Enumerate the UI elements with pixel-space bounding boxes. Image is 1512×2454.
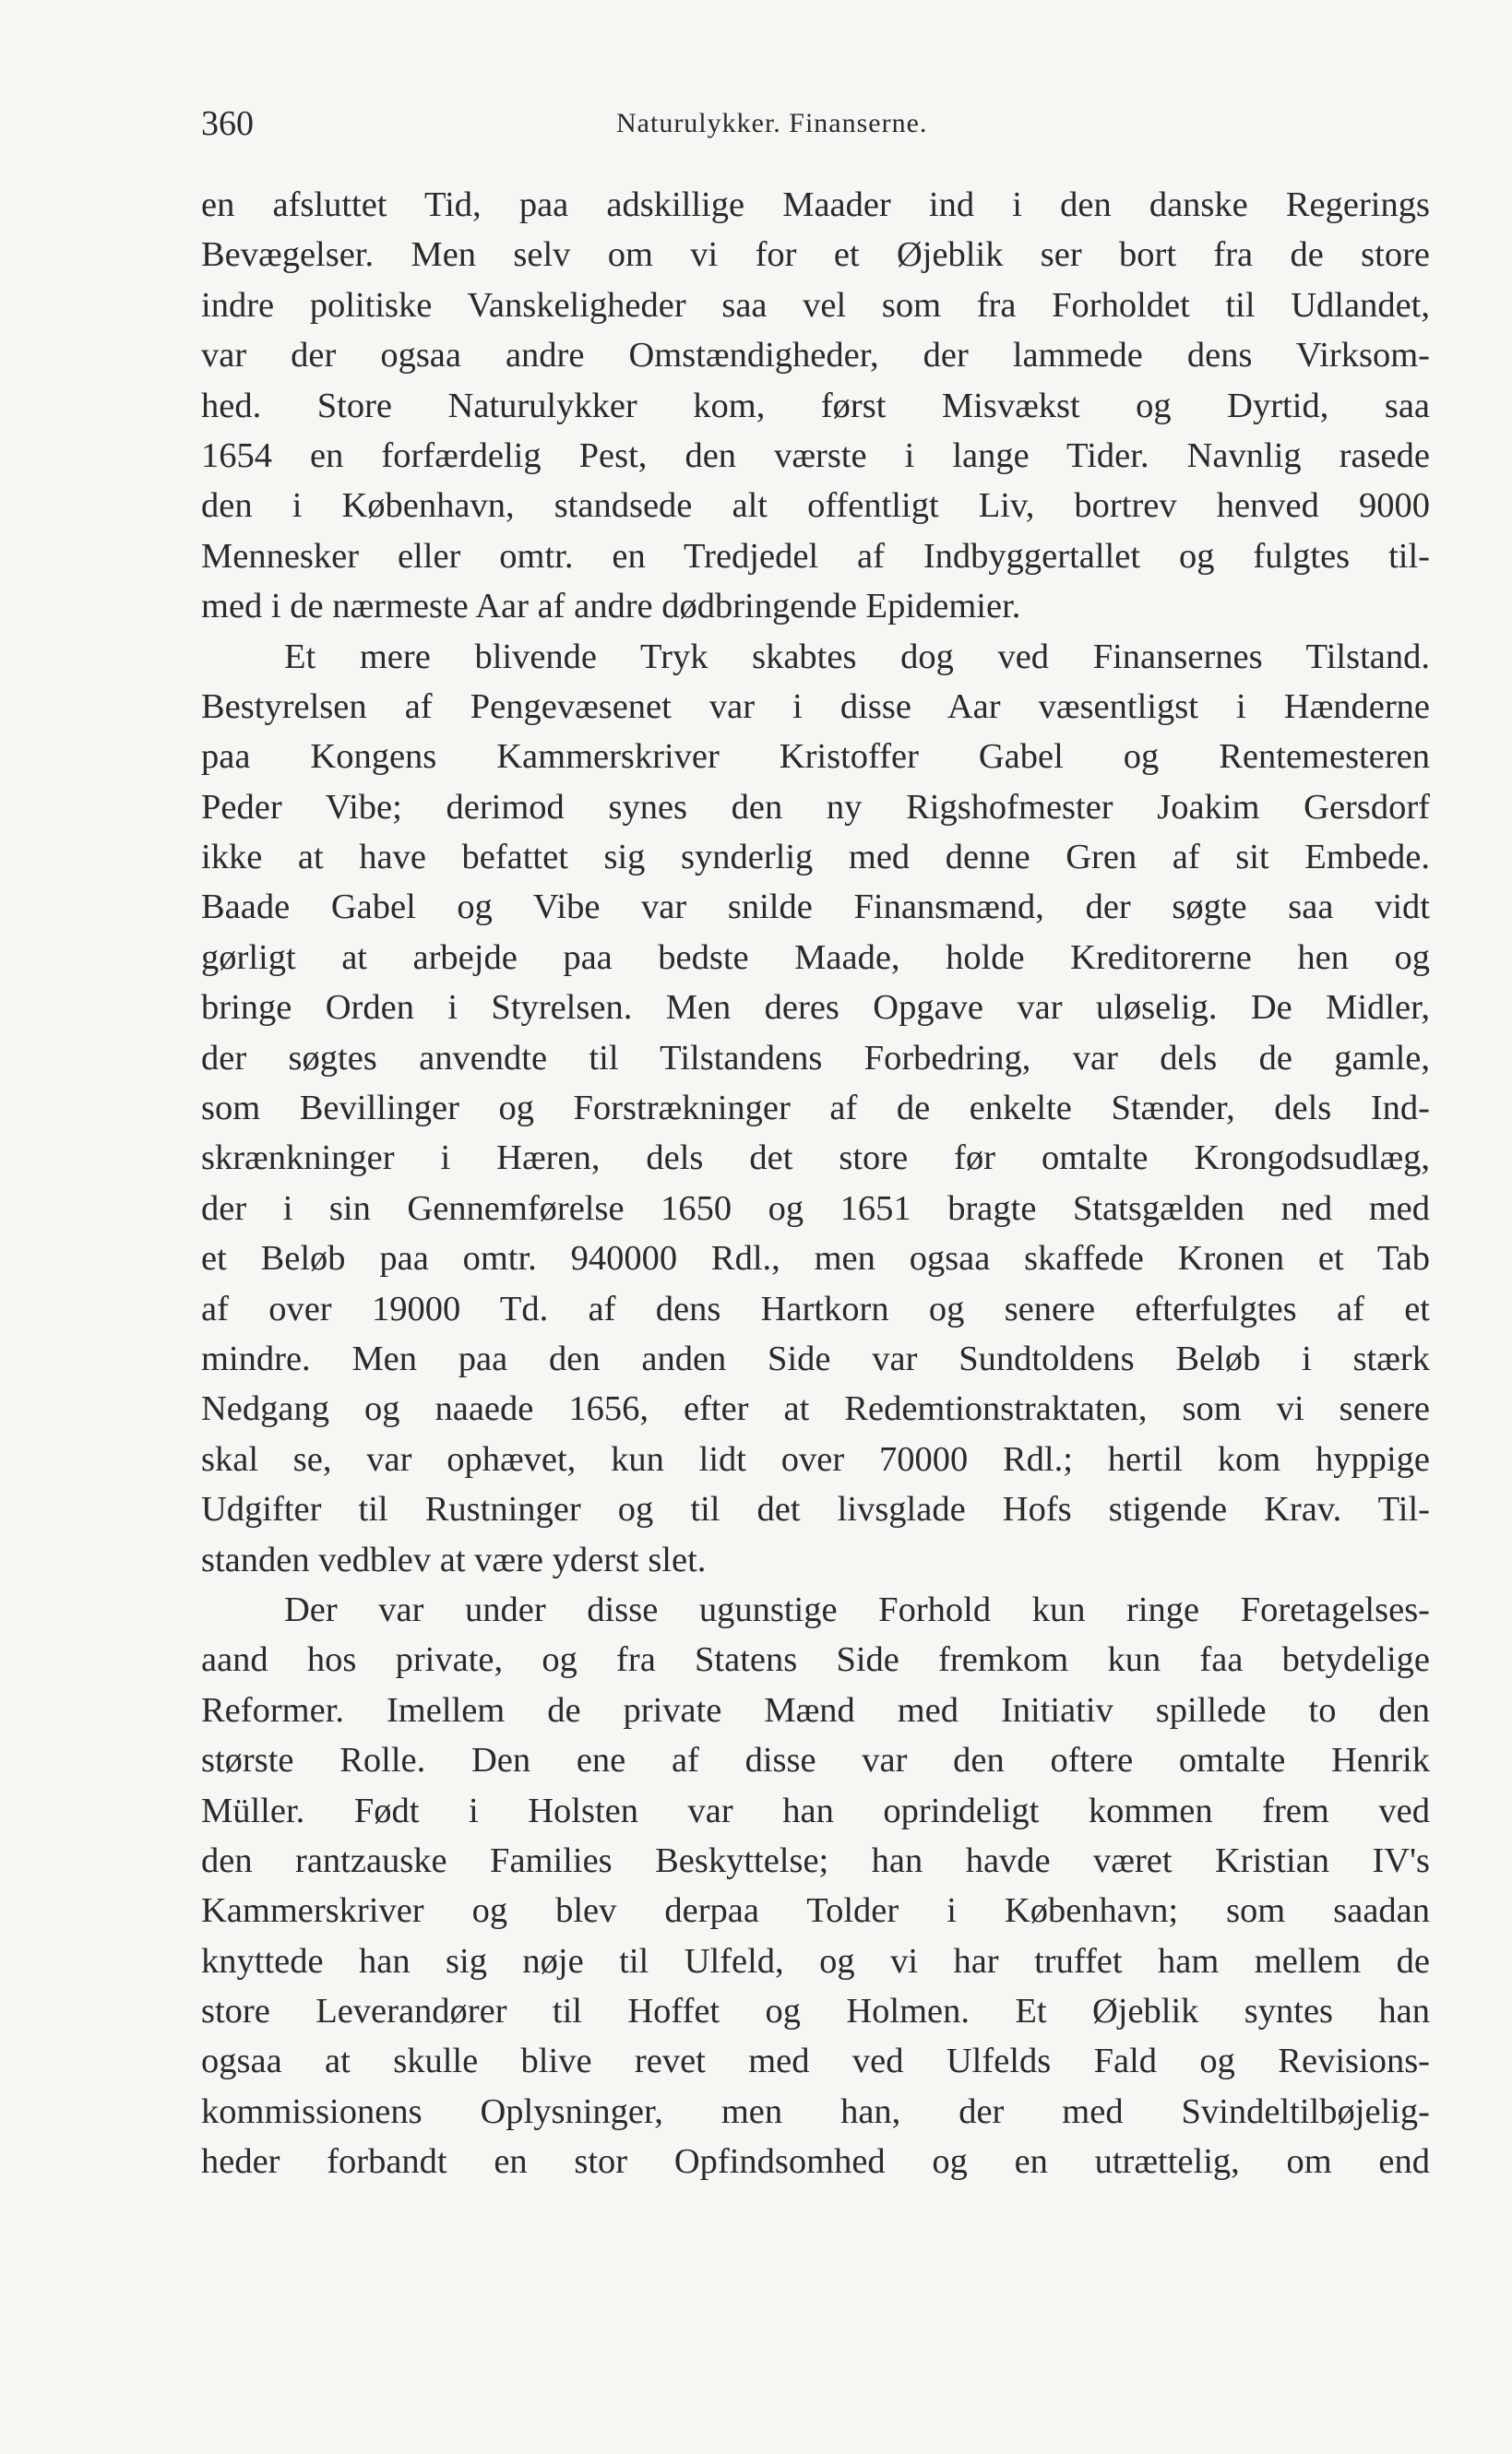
text-line: Bestyrelsen af Pengevæsenet var i disse Aar væsentligst i Hænderne <box>201 686 1430 726</box>
body-text <box>201 180 1430 2187</box>
text-line: af over 19000 Td. af dens Hartkorn og senere efterfulgtes af et <box>201 1289 1430 1328</box>
text-line: største Rolle. Den ene af disse var den oftere omtalte Henrik <box>201 1741 1430 1781</box>
running-head <box>201 96 1437 151</box>
text-line: mindre. Men paa den anden Side var Sundtoldens Beløb i stærk <box>201 1339 1430 1378</box>
text-line: Et mere blivende Tryk skabtes dog ved Finansernes Tilstand. <box>284 637 1430 676</box>
text-line: Udgifter til Rustninger og til det livsglade Hofs stigende Krav. Til- <box>201 1490 1430 1530</box>
text-line: knyttede han sig nøje til Ulfeld, og vi har truffet ham mellem de <box>201 1941 1430 1981</box>
text-line: Peder Vibe; derimod synes den ny Rigshofmester Joakim Gersdorf <box>201 787 1430 827</box>
text-line: Baade Gabel og Vibe var snilde Finansmænd, der søgte saa vidt <box>201 887 1430 927</box>
text-line: aand hos private, og fra Statens Side fremkom kun faa betydelige <box>201 1640 1430 1680</box>
text-line: Kammerskriver og blev derpaa Tolder i København; som saadan <box>201 1891 1430 1931</box>
text-line: var der ogsaa andre Omstændigheder, der lammede dens Virksom- <box>201 336 1430 375</box>
text-line: med i de nærmeste Aar af andre dødbringende Epidemier. <box>201 587 1021 626</box>
text-line: der søgtes anvendte til Tilstandens Forbedring, var dels de gamle, <box>201 1038 1430 1078</box>
text-line: bringe Orden i Styrelsen. Men deres Opgave var uløselig. De Midler, <box>201 988 1430 1028</box>
text-line: ogsaa at skulle blive revet med ved Ulfelds Fald og Revisions- <box>201 2042 1430 2081</box>
text-line: kommissionens Oplysninger, men han, der med Svindeltilbøjelig- <box>201 2091 1430 2131</box>
text-line: Mennesker eller omtr. en Tredjedel af Indbyggertallet og fulgtes til- <box>201 536 1430 576</box>
text-line: Bevægelser. Men selv om vi for et Øjeblik ser bort fra de store <box>201 235 1430 275</box>
text-line: standen vedblev at være yderst slet. <box>201 1540 707 1579</box>
text-line: en afsluttet Tid, paa adskillige Maader ind i den danske Regerings <box>201 185 1430 224</box>
text-line: den rantzauske Families Beskyttelse; han havde været Kristian IV's <box>201 1840 1430 1880</box>
text-line: den i København, standsede alt offentligt Liv, bortrev henved 9000 <box>201 486 1430 526</box>
text-line: Der var under disse ugunstige Forhold kun ringe Foretagelses- <box>284 1590 1430 1629</box>
text-line: et Beløb paa omtr. 940000 Rdl., men ogsaa skaffede Kronen et Tab <box>201 1239 1430 1279</box>
text-line: som Bevillinger og Forstrækninger af de enkelte Stænder, dels Ind- <box>201 1089 1430 1128</box>
page-number: 360 <box>201 104 254 143</box>
text-line: indre politiske Vanskeligheder saa vel som fra Forholdet til Udlandet, <box>201 285 1430 325</box>
text-line: gørligt at arbejde paa bedste Maade, holde Kreditorerne hen og <box>201 937 1430 977</box>
text-line: Nedgang og naaede 1656, efter at Redemtionstraktaten, som vi senere <box>201 1389 1430 1429</box>
text-line: ikke at have befattet sig synderlig med denne Gren af sit Embede. <box>201 838 1430 877</box>
text-line: hed. Store Naturulykker kom, først Misvækst og Dyrtid, saa <box>201 386 1430 425</box>
text-line: skal se, var ophævet, kun lidt over 70000 Rdl.; hertil kom hyppige <box>201 1439 1430 1479</box>
running-title: Naturulykker. Finanserne. <box>616 108 928 138</box>
text-line: Reformer. Imellem de private Mænd med Initiativ spillede to den <box>201 1690 1430 1730</box>
text-line: heder forbandt en stor Opfindsomhed og en utrættelig, om end <box>201 2142 1430 2182</box>
text-line: der i sin Gennemførelse 1650 og 1651 bragte Statsgælden ned med <box>201 1188 1430 1228</box>
text-line: skrænkninger i Hæren, dels det store før omtalte Krongodsudlæg, <box>201 1138 1430 1178</box>
text-line: paa Kongens Kammerskriver Kristoffer Gabel og Rentemesteren <box>201 737 1430 777</box>
text-line: 1654 en forfærdelig Pest, den værste i lange Tider. Navnlig rasede <box>201 435 1430 475</box>
text-line: Müller. Født i Holsten var han oprindeligt kommen frem ved <box>201 1791 1430 1830</box>
text-line: store Leverandører til Hoffet og Holmen. Et Øjeblik syntes han <box>201 1992 1430 2031</box>
